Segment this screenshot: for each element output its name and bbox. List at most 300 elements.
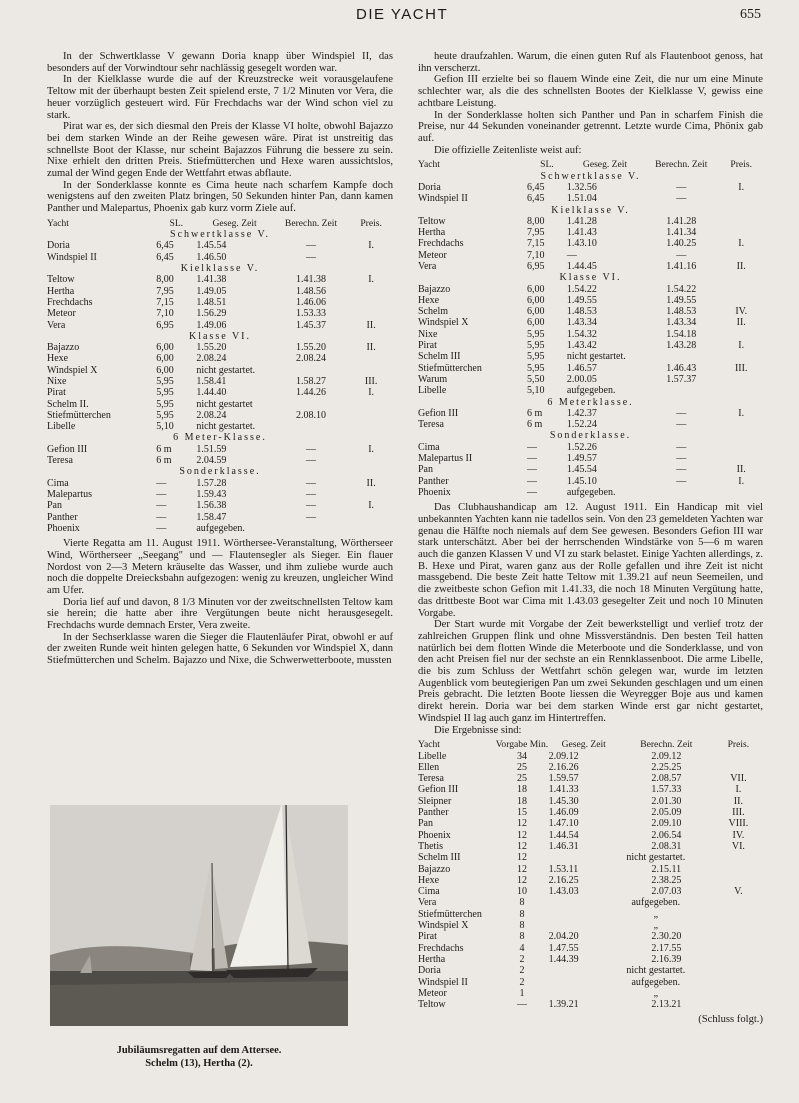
table-cell: Bajazzo: [418, 283, 451, 295]
table-row: [418, 284, 763, 295]
table-cell: Pirat: [47, 387, 66, 399]
table-cell: 1.58.41: [196, 376, 227, 387]
table-row: [47, 523, 393, 534]
table-row: [418, 762, 763, 773]
section-row: [418, 171, 763, 182]
table-row: [418, 408, 763, 419]
table-cell: 12: [516, 829, 527, 841]
table-cell: I.: [368, 443, 375, 455]
table-row: [418, 807, 763, 818]
table-cell: VI.: [731, 840, 745, 852]
table-cell: 10: [516, 886, 527, 898]
table-cell: 6,00: [526, 306, 545, 318]
table-cell: 5,95: [526, 362, 545, 374]
table-cell: Pirat: [418, 931, 437, 943]
table-cell: 1.54.22: [666, 283, 697, 295]
table-cell: 7,10: [526, 249, 545, 261]
table-row: [418, 419, 763, 430]
table-row: [47, 489, 393, 500]
table-cell: Schelm III: [418, 351, 461, 363]
table-cell: Libelle: [418, 385, 447, 397]
table-cell: Vera: [418, 897, 437, 909]
results-table-regatta-4: [418, 159, 763, 498]
table-row: [418, 306, 763, 317]
left-column: [47, 51, 393, 667]
table-row: [47, 286, 393, 297]
table-cell: 1.52.24: [566, 419, 597, 431]
table-row: [47, 308, 393, 319]
table-row: [418, 374, 763, 385]
table-cell: 1.41.38: [196, 274, 227, 286]
table-row: [418, 999, 763, 1010]
table-cell: Panther: [418, 475, 449, 487]
table-cell: 2.08.31: [651, 840, 682, 852]
table-cell: Pan: [418, 464, 433, 476]
paragraph: Das Clubhaushandicap am 12. August 1911. Ein Handicap mit viel unbekannten Yachten kann nie tadellos sein. Von den 23 gemeldeten Yachten war genau die Hälfte noch niemals auf dem See gewesen. Besonders Gefion III war stark unterschätzt. Aber bei der herrschenden Windstärke von 5—6 m waren auch die ganzen Klassen V und VI zu stark belastet. Einige Yachten allerdings, z. B. Hexe und Pirat, waren ganz aus der Rolle gefallen und ihre Zeit ist nicht massgebend. Die beste Zeit hatte Teltow mit 1.39.21 auf neun Seemeilen, und die zweitbeste schon Gefion mit 1.41.33, die noch 18 Minuten Vergütung hatte, das drittbeste Boot war Cima mit 1.43.03 gesegelter Zeit und noch 10 Minuten Vorgabe.: [418, 502, 763, 619]
table-cell: Cima: [418, 441, 440, 453]
table-cell: 1.43.34: [566, 317, 597, 329]
paragraph: In der Kielklasse wurde die auf der Kreuzstrecke weit vorausgelaufene Teltow mit der überhaupt besten Zeit spielend erste, 7 1/2 Minuten vor Vera, die heuer vorzüglich gesteuert wird. Für Frechdachs war der Wind schon viel zu stark.: [47, 74, 393, 121]
table-cell: Schelm III: [418, 852, 461, 864]
table-row: [418, 227, 763, 238]
table-row: [418, 261, 763, 272]
right-paragraphs-middle: [418, 502, 763, 736]
table-cell: Gefion III: [418, 784, 459, 796]
table-cell: 1.45.54: [566, 464, 597, 476]
table-cell: 1.40.25: [666, 238, 697, 250]
table-cell: 1.49.55: [566, 294, 597, 306]
table-cell: —: [306, 443, 317, 455]
table-cell: 4: [519, 942, 525, 954]
table-cell: 2.08.10: [296, 409, 327, 421]
table-cell: 1.59.57: [548, 773, 579, 785]
table-cell: 1.53.33: [296, 308, 327, 320]
table-cell: —: [676, 419, 687, 431]
table-cell: [349, 455, 393, 466]
table-row: [418, 487, 763, 498]
table-cell: Meteor: [47, 308, 76, 320]
table-cell: 15: [516, 807, 527, 819]
table-cell: Teresa: [418, 773, 444, 785]
column-header: Geseg. Zeit: [561, 739, 606, 751]
table-cell: 1.54.32: [566, 328, 597, 340]
table-cell: III.: [732, 807, 745, 819]
table-row: [418, 363, 763, 374]
table-cell: Stiefmütterchen: [47, 409, 111, 421]
table-row: [418, 773, 763, 784]
table-cell: 1.46.43: [666, 362, 697, 374]
table-cell: 1.55.20: [196, 342, 227, 354]
table-cell: 1.47.10: [548, 818, 579, 830]
section-title: Schwertklasse V.: [170, 229, 270, 241]
table-cell: I.: [368, 500, 375, 512]
table-cell: 1.46.09: [548, 807, 579, 819]
table-cell: nicht gestartet: [196, 398, 253, 410]
table-cell: Hexe: [418, 294, 440, 306]
table-cell: Hertha: [418, 227, 446, 239]
section-title: Klasse VI.: [559, 272, 622, 284]
table-cell: nicht gestartet.: [626, 965, 686, 977]
table-cell: 8: [519, 920, 525, 932]
table-cell: 1.46.31: [548, 840, 579, 852]
table-row: [47, 399, 393, 410]
table-cell: 1.48.56: [296, 285, 327, 297]
table-cell: 1.43.03: [548, 886, 579, 898]
table-cell: —: [676, 181, 687, 193]
table-cell: —: [306, 251, 317, 263]
table-cell: Warum: [418, 373, 448, 385]
table-cell: 1.43.28: [666, 340, 697, 352]
column-header: Preis.: [727, 739, 750, 751]
table-row: [47, 320, 393, 331]
table-cell: Gefion III: [418, 407, 459, 419]
table-cell: 5,95: [156, 387, 174, 399]
table-cell: nicht gestartet.: [566, 351, 626, 363]
table-cell: Teltow: [418, 215, 446, 227]
table-cell: 1.32.56: [566, 181, 597, 193]
table-cell: 1.48.53: [566, 306, 597, 318]
page-header: [0, 6, 799, 26]
table-cell: 1.57.37: [666, 373, 697, 385]
left-paragraphs-top: [47, 51, 393, 215]
table-cell: 2: [519, 976, 525, 988]
table-cell: Meteor: [418, 987, 447, 999]
table-cell: 1.41.38: [296, 274, 327, 286]
table-cell: —: [676, 407, 687, 419]
table-cell: [714, 751, 763, 762]
table-cell: —: [526, 475, 537, 487]
section-row: [418, 205, 763, 216]
table-cell: —: [676, 453, 687, 465]
table-cell: 1.45.37: [296, 319, 327, 331]
table-row: [418, 464, 763, 475]
table-cell: Libelle: [47, 421, 76, 433]
table-cell: Doria: [47, 240, 70, 252]
table-cell: 6,95: [156, 319, 174, 331]
column-header: SL.: [540, 159, 554, 171]
table-cell: Teresa: [47, 455, 73, 467]
section-title: 6 Meter-Klasse.: [173, 432, 267, 444]
table-cell: 2.06.54: [651, 829, 682, 841]
table-cell: —: [676, 475, 687, 487]
table-row: [418, 886, 763, 897]
table-row: [418, 909, 763, 920]
table-row: [418, 920, 763, 931]
table-cell: 1.57.33: [651, 784, 682, 796]
table-cell: 1.44.39: [548, 953, 579, 965]
table-cell: Phoenix: [418, 486, 451, 498]
table-cell: 6,45: [526, 181, 545, 193]
table-cell: [349, 308, 393, 319]
table-cell: 6,00: [526, 317, 545, 329]
section-title: Sonderklasse.: [549, 430, 632, 442]
table-cell: Stiefmütterchen: [418, 362, 482, 374]
table-cell: aufgegeben.: [566, 385, 616, 397]
column-header: Preis.: [360, 217, 382, 229]
table-cell: [719, 442, 763, 453]
table-cell: Hertha: [418, 953, 446, 965]
table-cell: Stiefmütterchen: [418, 908, 482, 920]
table-row: [418, 830, 763, 841]
table-cell: 12: [516, 874, 527, 886]
table-cell: 1.45.30: [548, 795, 579, 807]
table-cell: Frechdachs: [418, 238, 464, 250]
caption-line-1: Jubiläumsregatten auf dem Attersee.: [116, 1045, 282, 1056]
table-cell: 2.04.20: [548, 931, 579, 943]
table-cell: 5,95: [156, 376, 174, 387]
table-row: [47, 376, 393, 387]
table-row: [47, 342, 393, 353]
table-cell: 2.16.39: [651, 953, 682, 965]
table-row: [418, 988, 763, 999]
table-row: [418, 250, 763, 261]
paragraph: Gefion III erzielte bei so flauem Winde eine Zeit, die nur um eine Minute schlechter war, als die des schnellsten Bootes der Kielklasse V, gewiss eine achtbare Leistung.: [418, 74, 763, 109]
table-row: [418, 796, 763, 807]
table-cell: 5,50: [526, 373, 545, 385]
page-number: 655: [740, 7, 761, 22]
table-cell: II.: [366, 477, 376, 489]
table-cell: 1.43.10: [566, 238, 597, 250]
table-row: [418, 340, 763, 351]
table-cell: Ellen: [418, 761, 440, 773]
continued-note: (Schluss folgt.): [698, 1014, 763, 1026]
table-cell: 8: [519, 897, 525, 909]
results-table-handicap: [418, 739, 763, 1010]
table-row: [47, 478, 393, 489]
table-cell: 1.46.06: [296, 296, 327, 308]
table-cell: Doria: [418, 181, 441, 193]
table-cell: 18: [516, 795, 527, 807]
table-cell: Hexe: [418, 874, 440, 886]
table-cell: Nixe: [47, 376, 67, 387]
section-row: [47, 432, 393, 443]
table-cell: Pan: [418, 818, 433, 830]
table-cell: —: [516, 999, 527, 1011]
table-cell: 6 m: [156, 443, 172, 455]
table-cell: 1.41.28: [566, 215, 597, 227]
table-row: [418, 193, 763, 204]
table-cell: [349, 353, 393, 364]
table-cell: I.: [738, 238, 745, 250]
table-cell: 6,45: [156, 240, 174, 252]
table-cell: 1.47.55: [548, 942, 579, 954]
table-header-row: [418, 159, 763, 170]
table-cell: 7,10: [156, 308, 174, 320]
section-row: [418, 397, 763, 408]
table-cell: Hexe: [47, 353, 69, 365]
table-cell: 1.48.51: [196, 296, 227, 308]
table-cell: 1.49.57: [566, 453, 597, 465]
table-cell: 1.59.43: [196, 488, 227, 500]
table-cell: V.: [734, 886, 743, 898]
table-cell: [719, 419, 763, 430]
sailboats-illustration: [50, 805, 348, 1026]
table-cell: Malepartus II: [418, 453, 473, 465]
section-row: [47, 263, 393, 274]
table-cell: [714, 875, 763, 886]
table-row: [418, 841, 763, 852]
right-paragraphs-top: [418, 51, 763, 156]
table-cell: Phoenix: [418, 829, 451, 841]
table-cell: Vera: [47, 319, 66, 331]
table-cell: II.: [736, 317, 746, 329]
table-cell: 1.48.53: [666, 306, 697, 318]
table-cell: Hertha: [47, 285, 75, 297]
table-cell: 2.38.25: [651, 874, 682, 886]
table-cell: [714, 864, 763, 875]
column-header: Berechn. Zeit: [640, 739, 693, 751]
table-cell: 5,95: [156, 409, 174, 421]
table-cell: 1.52.26: [566, 441, 597, 453]
column-header: Yacht: [418, 739, 440, 751]
table-cell: „: [653, 920, 659, 932]
table-cell: II.: [733, 795, 743, 807]
table-cell: II.: [736, 261, 746, 272]
table-cell: 7,15: [526, 238, 545, 250]
table-row: [47, 353, 393, 364]
table-cell: —: [306, 477, 317, 489]
section-row: [418, 430, 763, 441]
table-cell: Libelle: [418, 750, 447, 762]
table-cell: Windspiel X: [418, 317, 469, 329]
table-cell: Windspiel X: [418, 920, 469, 932]
column-header: Berechn. Zeit: [284, 217, 338, 229]
table-cell: [719, 295, 763, 306]
table-cell: [719, 216, 763, 227]
table-cell: aufgegeben.: [566, 486, 616, 498]
table-cell: Panther: [47, 511, 78, 523]
table-cell: 6 m: [526, 419, 543, 431]
table-cell: —: [156, 488, 167, 500]
table-cell: 2: [519, 965, 525, 977]
table-cell: 5,95: [526, 351, 545, 363]
table-cell: 2.04.59: [196, 455, 227, 467]
table-cell: 1.56.38: [196, 500, 227, 512]
table-row: [418, 216, 763, 227]
table-cell: 2.16.25: [548, 874, 579, 886]
column-header: Vorgabe Min.: [495, 739, 549, 751]
table-cell: —: [156, 511, 167, 523]
table-cell: [719, 227, 763, 238]
table-cell: Doria: [418, 965, 441, 977]
table-cell: [719, 250, 763, 261]
table-cell: 1.49.55: [666, 294, 697, 306]
table-row: [47, 421, 393, 432]
table-cell: 2.09.12: [548, 750, 579, 762]
table-row: [418, 317, 763, 328]
table-cell: 12: [516, 840, 527, 852]
table-row: [418, 954, 763, 965]
table-row: [418, 818, 763, 829]
table-cell: nicht gestartet.: [196, 364, 256, 376]
table-cell: II.: [366, 342, 376, 354]
table-cell: —: [676, 464, 687, 476]
table-cell: 6,00: [526, 283, 545, 295]
table-cell: 7,95: [526, 227, 545, 239]
table-cell: —: [156, 522, 167, 534]
column-header: Yacht: [47, 217, 69, 229]
table-cell: I.: [738, 340, 745, 352]
table-cell: 2.13.21: [651, 999, 682, 1011]
table-cell: nicht gestartet.: [626, 852, 686, 864]
table-row: [47, 365, 393, 376]
section-row: [47, 466, 393, 477]
table-row: [418, 385, 763, 396]
table-cell: Malepartus: [47, 488, 92, 500]
table-row: [418, 977, 763, 988]
table-cell: Cima: [418, 886, 440, 898]
table-row: [47, 444, 393, 455]
table-row: [418, 943, 763, 954]
table-cell: III.: [734, 362, 748, 374]
table-row: [47, 410, 393, 421]
paragraph: In der Sechserklasse waren die Sieger die Flautenläufer Pirat, obwohl er auf der zweiten Runde weit hinten gelegen hatte, 6 Sekunden vor Windspiel X, dann Stiefmütterchen und Schelm. Bajazzo und Nixe, die Schwerwetterboote, mussten: [47, 631, 393, 667]
table-cell: 8,00: [526, 215, 545, 227]
table-cell: 1.55.20: [296, 342, 327, 354]
section-row: [47, 331, 393, 342]
table-cell: I.: [738, 407, 745, 419]
table-cell: [714, 931, 763, 942]
paragraph: Der Start wurde mit Vorgabe der Zeit bewerkstelligt und verlief trotz der zahlreichen Gruppen flink und ohne Missverständnis. Den besten Teil hatten natürlich bei dem flotten Winde die Meterboote und die Sonderklasse, und von den acht Preisen fiel nur der sechste an ein Rennklassenboot. Die arme Libelle, die bis zum Schluss der Wettfahrt schön gelegen war, wurde im letzten Augenblick vom beutegierigen Pan um zwei Sekunden geschlagen und um einen Preis gebracht. Die letzten Boote liessen die Weyregger Boje aus und kamen direkt herein. Doria war bei dem starken Winde erst gar nicht gestartet, Windspiel II lag auch ganz im Hintertreffen.: [418, 619, 763, 724]
table-cell: [719, 193, 763, 204]
table-cell: —: [526, 486, 537, 498]
table-cell: Bajazzo: [47, 342, 80, 354]
caption-line-2: Schelm (13), Hertha (2).: [145, 1058, 253, 1069]
table-cell: Vera: [418, 261, 437, 272]
table-row: [47, 512, 393, 523]
table-row: [418, 295, 763, 306]
table-row: [418, 751, 763, 762]
table-row: [47, 252, 393, 263]
table-cell: [349, 297, 393, 308]
table-cell: Frechdachs: [47, 296, 93, 308]
table-cell: —: [306, 455, 317, 467]
table-cell: 2.08.24: [196, 353, 227, 365]
table-cell: II.: [736, 464, 746, 476]
column-header: Berechn. Zeit: [655, 159, 708, 171]
table-cell: 1.46.50: [196, 251, 227, 263]
table-cell: 1.54.22: [566, 283, 597, 295]
table-row: [47, 240, 393, 251]
table-cell: 2: [519, 953, 525, 965]
table-cell: 1.44.54: [548, 829, 579, 841]
paragraph: Die Ergebnisse sind:: [434, 724, 522, 736]
table-cell: Cima: [47, 477, 69, 489]
table-row: [47, 387, 393, 398]
table-cell: 1.41.34: [666, 227, 697, 239]
section-title: Sonderklasse.: [179, 466, 261, 478]
table-cell: 1.51.04: [566, 193, 597, 205]
table-cell: 1.49.06: [196, 319, 227, 331]
table-cell: 1.58.47: [196, 511, 227, 523]
table-row: [47, 274, 393, 285]
table-row: [418, 784, 763, 795]
paragraph: heute draufzahlen. Warum, die einen guten Ruf als Flautenboot genoss, hat ihn verscherzt.: [418, 51, 763, 74]
table-cell: 12: [516, 852, 527, 864]
table-cell: II.: [366, 319, 376, 331]
section-row: [47, 229, 393, 240]
paragraph: Pirat war es, der sich diesmal den Preis der Klasse VI holte, obwohl Bajazzo bei dem starken Winde an der Reihe gewesen wäre. Pirat ist unstreitig das schnellste Boot der Klasse, nur scheint Bajazzos Führung die bessere zu sein. Nixe erhielt den dritten Preis. Stiefmütterchen und Hexe waren aussichtslos, zumal der Wind gegen Ende der Wettfahrt etwas abflaute.: [47, 121, 393, 180]
table-row: [418, 875, 763, 886]
table-cell: 6 m: [156, 455, 172, 467]
section-title: Kielklasse V.: [180, 263, 260, 275]
table-cell: Windspiel X: [47, 364, 98, 376]
table-cell: Phoenix: [47, 522, 80, 534]
table-cell: Thetis: [418, 840, 443, 852]
table-row: [418, 476, 763, 487]
table-row: [418, 852, 763, 863]
table-cell: [719, 374, 763, 385]
